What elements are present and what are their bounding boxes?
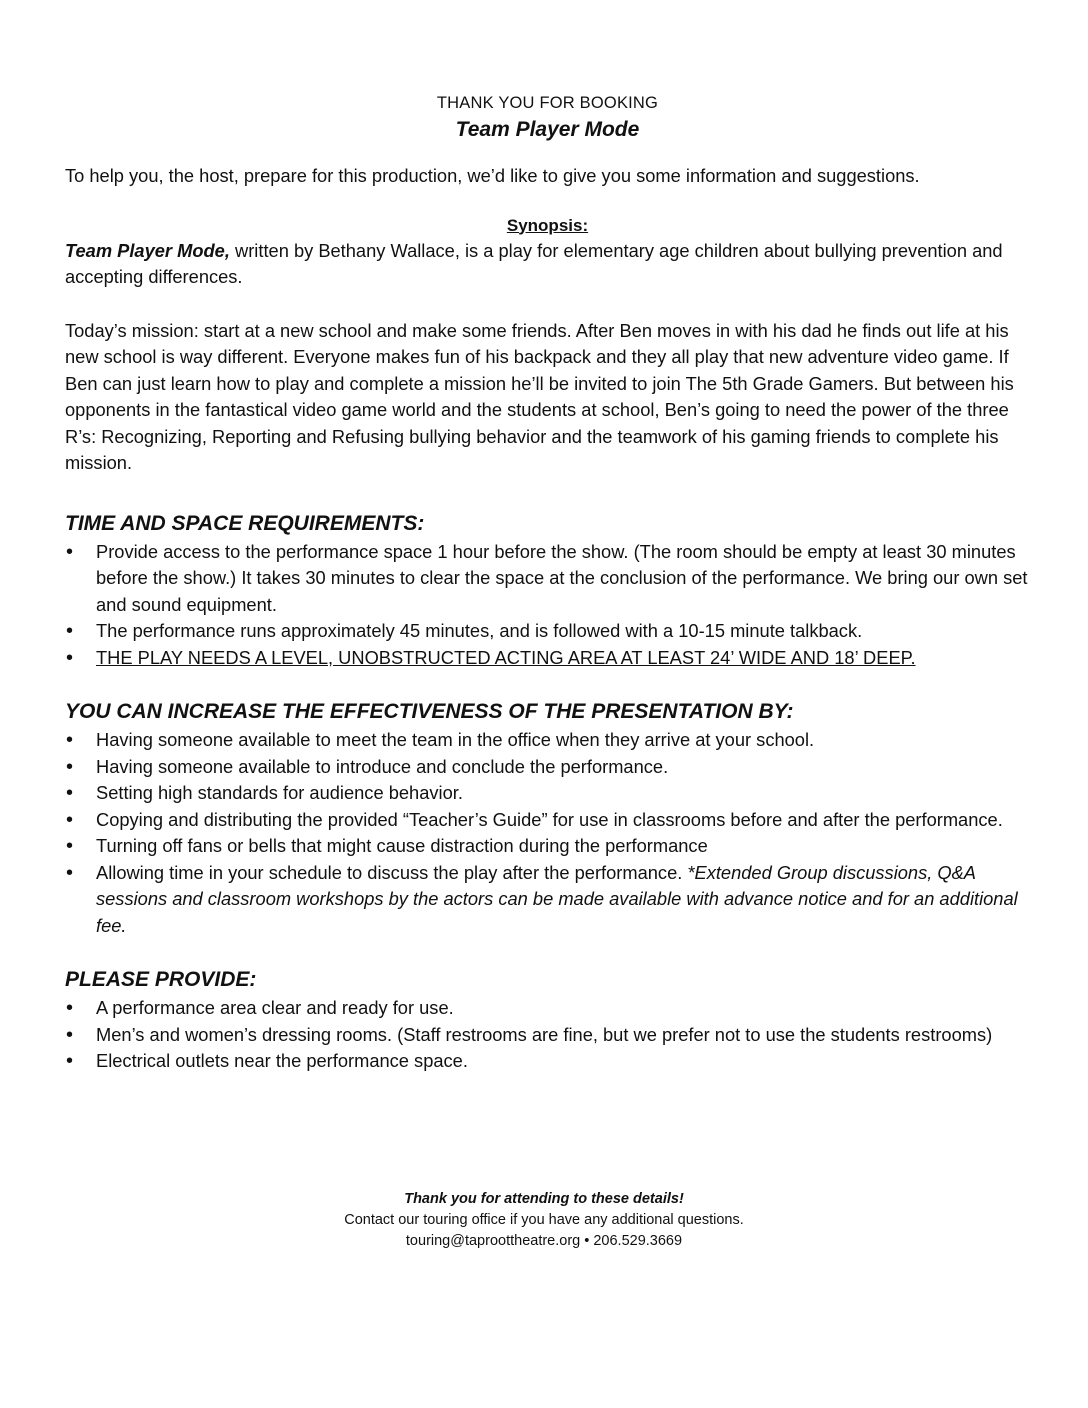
list-item: • Men’s and women’s dressing rooms. (Staff restrooms are fine, but we prefer not to use the students restrooms): [65, 1022, 1030, 1049]
synopsis-paragraph-1-text: written by Bethany Wallace, is a play for elementary age children about bullying prevention and accepting differences.: [65, 239, 1003, 287]
synopsis-paragraph-1: [65, 238, 1030, 291]
list-item: • Provide access to the performance space 1 hour before the show. (The room should be empty at least 30 minutes before the show.) It takes 30 minutes to clear the space at the conclusion of the performance. We bring our own set and sound equipment.: [65, 539, 1030, 619]
list-item: [65, 645, 1030, 672]
list-item: [65, 860, 1030, 940]
list-item: • A performance area clear and ready for use.: [65, 995, 1030, 1022]
intro-paragraph: To help you, the host, prepare for this production, we’d like to give you some information and suggestions.: [65, 165, 920, 186]
list-item: • The performance runs approximately 45 minutes, and is followed with a 10-15 minute talkback.: [65, 618, 1030, 645]
time-space-list: [65, 539, 1030, 672]
list-item: • Having someone available to introduce and conclude the performance.: [65, 754, 1030, 781]
schedule-discussion-text: Allowing time in your schedule to discuss the play after the performance.: [96, 861, 688, 883]
list-item: • Having someone available to meet the team in the office when they arrive at your school.: [65, 727, 1030, 754]
footer-thank-you: Thank you for attending to these details!: [404, 1191, 684, 1207]
header-top-line: THANK YOU FOR BOOKING: [436, 94, 659, 112]
provide-list: [65, 995, 1030, 1075]
effectiveness-heading: YOU CAN INCREASE THE EFFECTIVENESS OF THE PRESENTATION BY:: [65, 700, 794, 723]
document-content: [65, 92, 1030, 1075]
list-item: • Electrical outlets near the performance space.: [65, 1048, 1030, 1075]
play-title: Team Player Mode: [455, 118, 640, 141]
effectiveness-list: [65, 727, 1030, 939]
please-provide-heading: PLEASE PROVIDE:: [65, 968, 257, 991]
list-item: • Setting high standards for audience behavior.: [65, 780, 1030, 807]
extended-discussions-note: *Extended Group discussions, Q&A sessions and classroom workshops by the actors can be made available with advance notice and for an additional fee.: [96, 861, 1018, 936]
list-item: • Copying and distributing the provided “Teacher’s Guide” for use in classrooms before and after the performance.: [65, 807, 1030, 834]
footer-email-phone: touring@taproottheatre.org • 206.529.3669: [405, 1233, 683, 1249]
synopsis-heading: Synopsis:: [506, 215, 589, 235]
synopsis-play-title: Team Player Mode,: [65, 239, 230, 261]
acting-area-requirement: THE PLAY NEEDS A LEVEL, UNOBSTRUCTED ACTING AREA AT LEAST 24’ WIDE AND 18’ DEEP.: [96, 646, 916, 668]
synopsis-paragraph-2: Today’s mission: start at a new school and make some friends. After Ben moves in with his dad he finds out life at his new school is way different. Everyone makes fun of his backpack and they all play that new adventure video game. If Ben can just learn how to play and complete a mission he’ll be invited to join The 5th Grade Gamers. But between his opponents in the fantastical video game world and the students at school, Ben’s going to need the power of the three R’s: Recognizing, Reporting and Refusing bullying behavior and the teamwork of his gaming friends to complete his mission.: [65, 319, 1014, 473]
list-item: • Turning off fans or bells that might cause distraction during the performance: [65, 833, 1030, 860]
footer: [0, 1189, 1088, 1252]
time-space-heading: TIME AND SPACE REQUIREMENTS:: [65, 511, 425, 535]
footer-contact-line: Contact our touring office if you have any additional questions.: [344, 1212, 744, 1228]
